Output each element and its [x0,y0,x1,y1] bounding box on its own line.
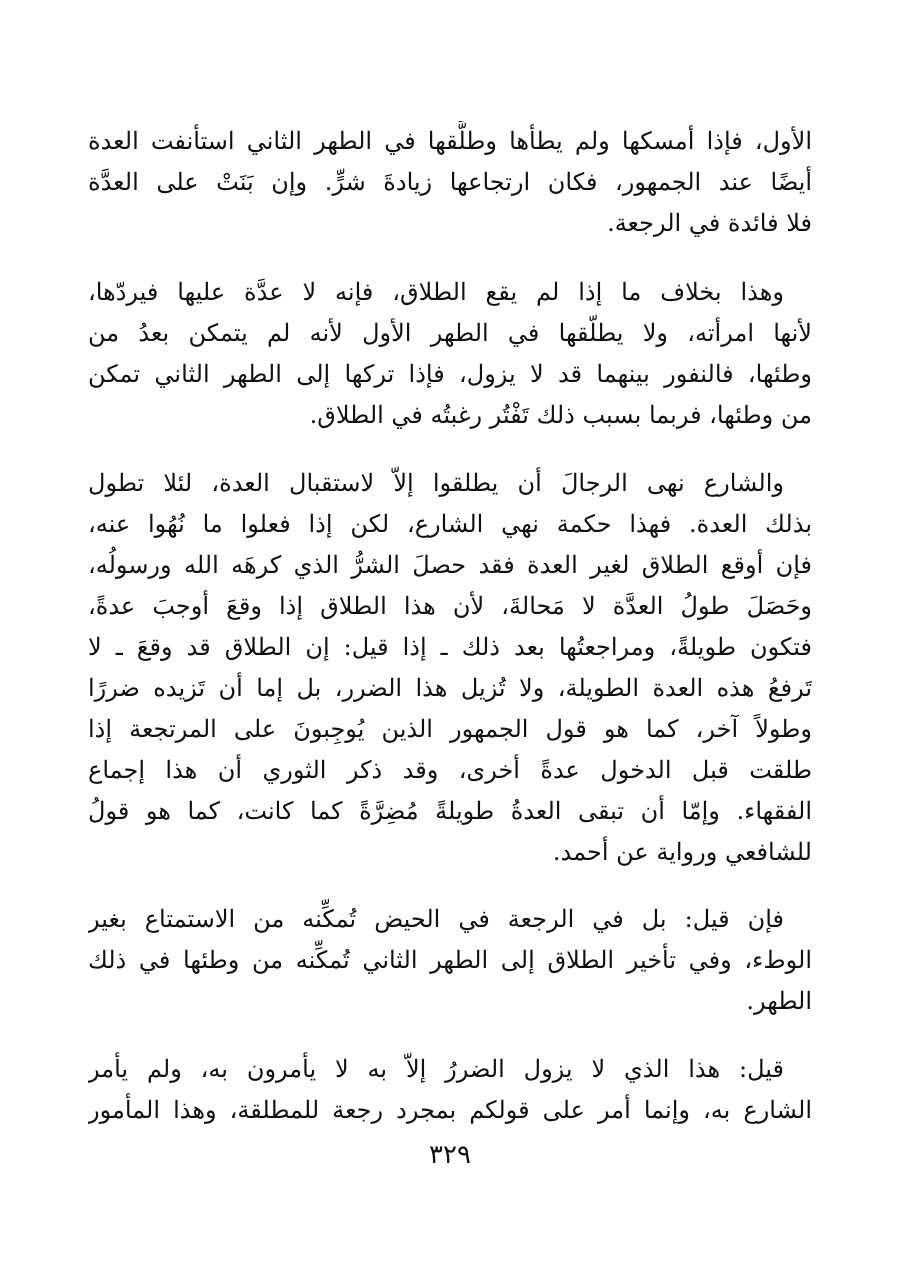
text-line: وهذا بخلاف ما إذا لم يقع الطلاق، فإنه لا عدَّة عليها فيردّها، [88,278,784,306]
text-line: الشارع به، وإنما أمر على قولكم بمجرد رجعة للمطلقة، وهذا المأمور [88,1096,812,1124]
text-line: الطهر. [746,987,812,1015]
page-number: ٣٢٩ [429,1140,471,1170]
text-line: الأول، فإذا أمسكها ولم يطأها وطلَّقها في الطهر الثاني استأنفت العدة [88,127,812,155]
text-line: بذلك العدة. فهذا حكمة نهي الشارع، لكن إذا فعلوا ما نُهُوا عنه، [88,510,812,538]
text-line: للشافعي ورواية عن أحمد. [552,838,812,866]
paragraph-5 [88,1049,812,1131]
paragraph-3 [88,463,812,873]
text-line: قيل: هذا الذي لا يزول الضررُ إلاّ به لا يأمرون به، ولم يأمر [88,1055,784,1083]
text-line: فإن أوقع الطلاق لغير العدة فقد حصلَ الشرُّ الذي كرهَه الله ورسولُه، [88,551,812,579]
text-line: فإن قيل: بل في الرجعة في الحيض تُمكِّنه من الاستمتاع بغير [88,905,784,933]
text-line: تَرفعُ هذه العدة الطويلة، ولا تُزيل هذا الضرر، بل إما أن تَزيده ضررًا [88,674,812,702]
text-line: وطولاً آخر، كما هو قول الجمهور الذين يُوجِبونَ على المرتجعة إذا [88,715,812,743]
text-line: فتكون طويلةً، ومراجعتُها بعد ذلك ـ إذا قيل: إن الطلاق قد وقعَ ـ لا [88,633,812,661]
text-line: طلقت قبل الدخول عدةً أخرى، وقد ذكر الثوري أن هذا إجماع [88,756,812,784]
text-line: من وطئها، فربما بسبب ذلك تَفْتُر رغبتُه في الطلاق. [309,401,812,429]
text-line: الفقهاء. وإمّا أن تبقى العدةُ طويلةً مُضِرَّةً كما كانت، كما هو قولُ [88,797,812,825]
text-line: الوطء، وفي تأخير الطلاق إلى الطهر الثاني تُمكِّنه من وطئها في ذلك [88,946,812,974]
paragraph-4 [88,899,812,1022]
text-line: والشارع نهى الرجالَ أن يطلقوا إلاّ لاستقبال العدة، لئلا تطول [88,469,784,497]
paragraph-2 [88,272,812,436]
text-line: أيضًا عند الجمهور، فكان ارتجاعها زيادةَ شرٍّ. وإن بَنَتْ على العدَّة [88,168,812,196]
paragraph-1 [88,121,812,244]
text-line: لأنها امرأته، ولا يطلّقها في الطهر الأول لأنه لم يتمكن بعدُ من [88,319,812,347]
text-line: فلا فائدة في الرجعة. [607,209,812,237]
text-line: وطئها، فالنفور بينهما قد لا يزول، فإذا تركها إلى الطهر الثاني تمكن [88,360,812,388]
text-line: وحَصَلَ طولُ العدَّة لا مَحالةَ، لأن هذا الطلاق إذا وقعَ أوجبَ عدةً، [88,592,812,620]
